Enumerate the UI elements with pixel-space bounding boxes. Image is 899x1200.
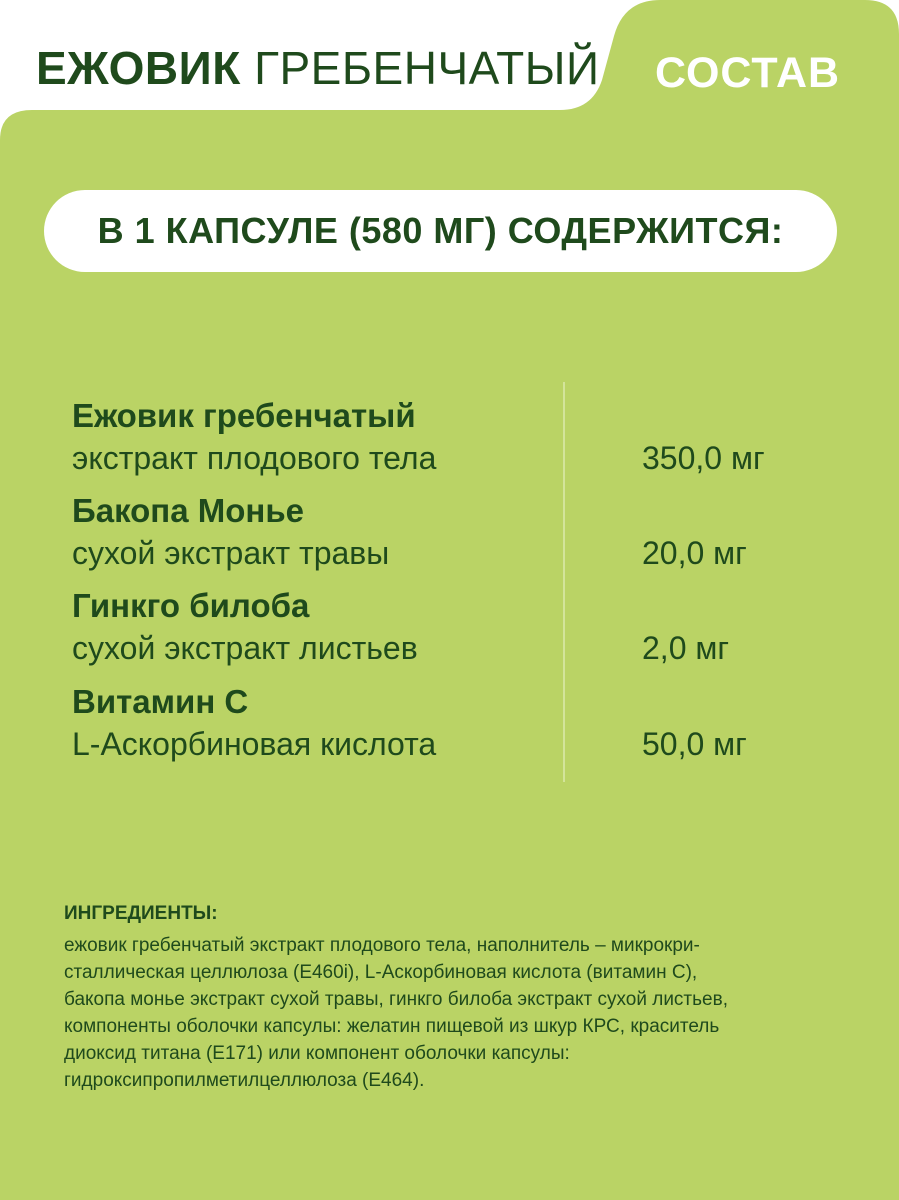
ingredients-title: ИНГРЕДИЕНТЫ:	[64, 903, 218, 924]
composition-description: экстракт плодового тела	[72, 440, 437, 476]
capsule-heading-pill	[44, 190, 837, 272]
composition-amount: 350,0 мг	[642, 440, 765, 476]
ingredients-line: бакопа монье экстракт сухой травы, гинкго билоба экстракт сухой листьев,	[64, 989, 728, 1010]
product-title-light: ГРЕБЕНЧАТЫЙ	[254, 42, 600, 94]
composition-row	[72, 586, 812, 682]
ingredients-line: сталлическая целлюлоза (Е460i), L-Аскорбиновая кислота (витамин С),	[64, 962, 698, 983]
composition-amount: 2,0 мг	[642, 630, 730, 666]
composition-description: сухой экстракт листьев	[72, 630, 418, 666]
ingredients-line: ежовик гребенчатый экстракт плодового тела, наполнитель – микрокри-	[64, 935, 700, 956]
composition-description: L-Аскорбиновая кислота	[72, 726, 437, 762]
composition-amount: 50,0 мг	[642, 726, 747, 762]
capsule-heading: В 1 КАПСУЛЕ (580 МГ) СОДЕРЖИТСЯ:	[97, 210, 784, 251]
composition-name: Бакопа Монье	[72, 492, 304, 529]
composition-name: Витамин С	[72, 683, 249, 720]
composition-name: Ежовик гребенчатый	[72, 397, 416, 434]
product-title-bold: ЕЖОВИК	[36, 42, 241, 94]
composition-name: Гинкго билоба	[72, 587, 310, 624]
ingredients-line: гидроксипропилметилцеллюлоза (Е464).	[64, 1070, 425, 1091]
ingredients-line: диоксид титана (Е171) или компонент оболочки капсулы:	[64, 1043, 570, 1064]
ingredients-text	[64, 932, 854, 1094]
composition-amount: 20,0 мг	[642, 535, 747, 571]
composition-description: сухой экстракт травы	[72, 535, 390, 571]
ingredients-line: компоненты оболочки капсулы: желатин пищевой из шкур КРС, краситель	[64, 1016, 720, 1037]
tab-composition[interactable]: СОСТАВ	[655, 49, 841, 97]
composition-row	[72, 396, 812, 492]
product-title	[36, 40, 600, 96]
composition-row	[72, 491, 812, 587]
composition-row	[72, 682, 812, 778]
